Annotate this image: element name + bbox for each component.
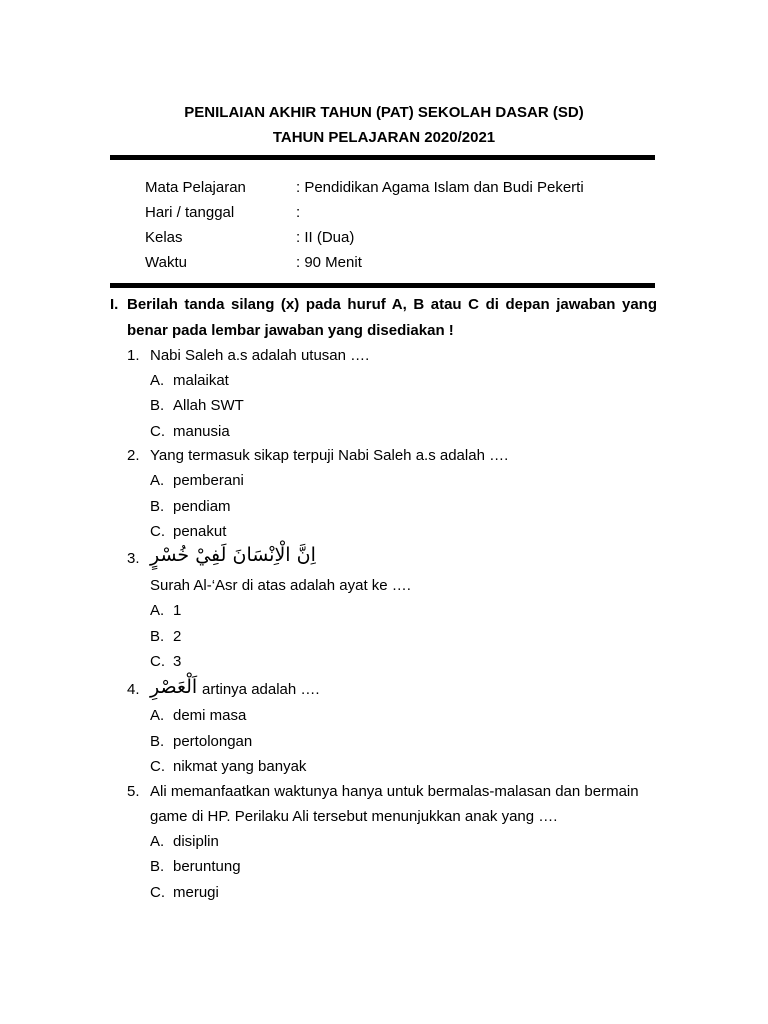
option-text: pertolongan	[173, 733, 253, 750]
page-subtitle: TAHUN PELAJARAN 2020/2021	[272, 129, 496, 146]
option-text: 1	[173, 602, 182, 619]
question-number: 4.	[127, 681, 140, 698]
option-letter: C.	[150, 653, 165, 670]
option-letter: B.	[150, 498, 165, 515]
option-letter: A.	[150, 833, 165, 850]
option-letter: B.	[150, 628, 165, 645]
question-text: artinya adalah ….	[202, 681, 320, 698]
section-instruction: benar pada lembar jawaban yang disediakan !	[127, 322, 454, 339]
question-text: Ali memanfaatkan waktunya hanya untuk bermalas-malasan dan bermain	[150, 783, 639, 800]
option-letter: B.	[150, 733, 165, 750]
top-divider	[110, 155, 655, 160]
option-text: malaikat	[173, 372, 229, 389]
info-label: Kelas	[145, 229, 183, 246]
bottom-divider	[110, 283, 655, 288]
arabic-verse: اِنَّ الْاِنْسَانَ لَفِيْ خُسْرٍ	[150, 544, 316, 566]
option-text: demi masa	[173, 707, 247, 724]
option-text: Allah SWT	[173, 397, 244, 414]
option-text: manusia	[173, 423, 230, 440]
section-number: I.	[110, 296, 119, 313]
info-label: Waktu	[145, 254, 187, 271]
question-number: 5.	[127, 783, 140, 800]
option-letter: C.	[150, 758, 165, 775]
option-letter: C.	[150, 884, 165, 901]
option-letter: A.	[150, 602, 165, 619]
info-value: : Pendidikan Agama Islam dan Budi Pekerti	[296, 179, 584, 196]
option-text: nikmat yang banyak	[173, 758, 307, 775]
info-value: : II (Dua)	[296, 229, 355, 246]
question-text: Nabi Saleh a.s adalah utusan ….	[150, 347, 370, 364]
question-number: 3.	[127, 550, 140, 567]
option-text: disiplin	[173, 833, 219, 850]
info-value: :	[296, 204, 301, 221]
info-label: Mata Pelajaran	[145, 179, 246, 196]
option-letter: B.	[150, 397, 165, 414]
section-instruction: Berilah tanda silang (x) pada huruf A, B atau C di depan jawaban yang	[127, 296, 657, 313]
option-letter: C.	[150, 423, 165, 440]
option-text: 3	[173, 653, 182, 670]
option-text: merugi	[173, 884, 219, 901]
arabic-word: اَلْعَصْرِ	[150, 676, 198, 698]
option-letter: A.	[150, 707, 165, 724]
question-number: 2.	[127, 447, 140, 464]
option-letter: C.	[150, 523, 165, 540]
question-text: Surah Al-‘Asr di atas adalah ayat ke ….	[150, 577, 411, 594]
question-text-continued: game di HP. Perilaku Ali tersebut menunjukkan anak yang ….	[150, 808, 558, 825]
option-letter: A.	[150, 372, 165, 389]
page-title: PENILAIAN AKHIR TAHUN (PAT) SEKOLAH DASAR (SD)	[184, 104, 584, 121]
option-text: pemberani	[173, 472, 244, 489]
info-label: Hari / tanggal	[145, 204, 235, 221]
option-letter: B.	[150, 858, 165, 875]
option-letter: A.	[150, 472, 165, 489]
option-text: pendiam	[173, 498, 231, 515]
option-text: penakut	[173, 523, 227, 540]
option-text: beruntung	[173, 858, 241, 875]
question-text: Yang termasuk sikap terpuji Nabi Saleh a.s adalah ….	[150, 447, 509, 464]
info-value: : 90 Menit	[296, 254, 362, 271]
question-number: 1.	[127, 347, 140, 364]
option-text: 2	[173, 628, 182, 645]
